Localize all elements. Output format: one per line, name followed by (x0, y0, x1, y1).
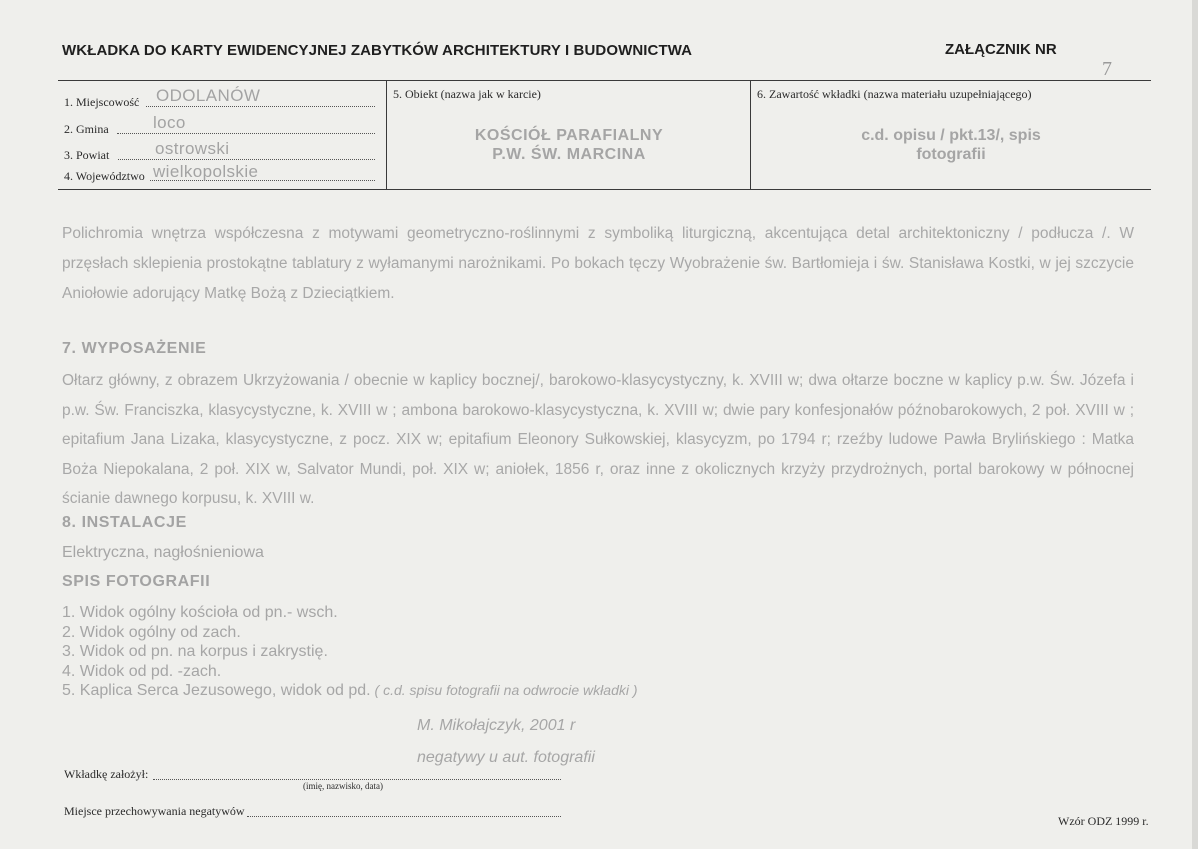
object-name-line-2: P.W. ŚW. MARCINA (492, 146, 646, 163)
town-dotted-line (146, 106, 375, 107)
county-dotted-line (118, 159, 375, 160)
storage-label: Miejsce przechowywania negatywów (64, 804, 245, 818)
contents-value-line-2: fotografii (916, 146, 986, 163)
template-version: Wzór ODZ 1999 r. (1058, 814, 1149, 828)
storage-dotted-line (247, 816, 561, 817)
object-name (388, 126, 750, 164)
photo-list (62, 603, 638, 701)
photo-list-item (62, 681, 638, 701)
object-name-line-1: KOŚCIÓŁ PARAFIALNY (474, 127, 664, 144)
table-bottom-border (58, 189, 1151, 190)
founded-dotted-line (153, 779, 561, 780)
contents-label: 6. Zawartość wkładki (nazwa materiału uzupełniającego) (757, 87, 1032, 101)
founded-hint: (imię, nazwisko, data) (303, 781, 383, 791)
object-label: 5. Obiekt (nazwa jak w karcie) (393, 87, 541, 101)
table-top-border (58, 80, 1151, 81)
attachment-number: 7 (1102, 58, 1112, 80)
photo-list-note: ( c.d. spisu fotografii na odwrocie wkładki ) (370, 682, 638, 698)
county-value: ostrowski (155, 139, 230, 158)
table-divider-2 (750, 80, 751, 190)
author-signature: M. Mikołajczyk, 2001 r (417, 717, 576, 734)
photos-heading: SPIS FOTOGRAFII (62, 573, 211, 590)
county-label: 3. Powiat (64, 148, 110, 162)
town-label: 1. Miejscowość (64, 95, 140, 109)
contents-value-line-1: c.d. opisu / pkt.13/, spis (861, 127, 1041, 144)
commune-label: 2. Gmina (64, 122, 109, 136)
attachment-label: ZAŁĄCZNIK NR (945, 41, 1057, 58)
negatives-note: negatywy u aut. fotografii (417, 749, 595, 766)
town-value: ODOLANÓW (156, 86, 261, 105)
equipment-heading: 7. WYPOSAŻENIE (62, 340, 207, 357)
commune-dotted-line (117, 133, 375, 134)
photo-list-item: 3. Widok od pn. na korpus i zakrystię. (62, 643, 328, 660)
voivodeship-value: wielkopolskie (153, 162, 259, 181)
table-divider-1 (386, 80, 387, 190)
description-paragraph: Polichromia wnętrza współczesna z motywami geometryczno-roślinnymi z symboliką liturgiczną, akcentująca detal architektoniczny / podłucza /. W przęsłach sklepienia prostokątne tablatury z wyłamanymi narożnikami. Po bokach tęczy Wyobrażenie św. Bartłomieja i św. Stanisława Kostki, w jej szczycie Aniołowie adorujący Matkę Bożą z Dzieciątkiem. (62, 225, 1134, 302)
photo-list-item: 1. Widok ogólny kościoła od pn.- wsch. (62, 604, 338, 621)
founded-label: Wkładkę założył: (64, 767, 149, 781)
installations-heading: 8. INSTALACJE (62, 514, 187, 531)
installations-text: Elektryczna, nagłośnieniowa (62, 544, 264, 561)
commune-value: loco (153, 113, 186, 132)
photo-list-item: 4. Widok od pd. -zach. (62, 662, 222, 680)
scan-edge (1192, 0, 1198, 849)
voivodeship-label: 4. Województwo (64, 169, 145, 183)
photo-list-item: 2. Widok ogólny od zach. (62, 623, 241, 641)
photo-list-item-text: 5. Kaplica Serca Jezusowego, widok od pd. (62, 682, 371, 699)
form-title: WKŁADKA DO KARTY EWIDENCYJNEJ ZABYTKÓW ARCHITEKTURY I BUDOWNICTWA (62, 42, 693, 59)
contents-value (752, 126, 1150, 164)
equipment-paragraph: Ołtarz główny, z obrazem Ukrzyżowania / obecnie w kaplicy bocznej/, barokowo-klasycystyczny, k. XVIII w; dwa ołtarze boczne w kaplicy p.w. Św. Józefa i p.w. Św. Franciszka, klasycystyczne, k. XVIII w ; ambona barokowo-klasycystyczna, k. XVIII w; dwie pary konfesjonałów późnobarokowych, 2 poł. XVIII w ; epitafium Jana Lizaka, klasycystyczne, z pocz. XIX w; epitafium Eleonory Sułkowskiej, klasycyzm, po 1794 r; rzeźby ludowe Pawła Brylińskiego : Matka Boża Niepokalana, 2 poł. XIX w, Salvator Mundi, poł. XIX w; aniołek, 1856 r, oraz inne z okolicznych krzyży przydrożnych, portal barokowy w północnej ścianie dawnego korpusu, k. XVIII w. (62, 372, 1134, 507)
